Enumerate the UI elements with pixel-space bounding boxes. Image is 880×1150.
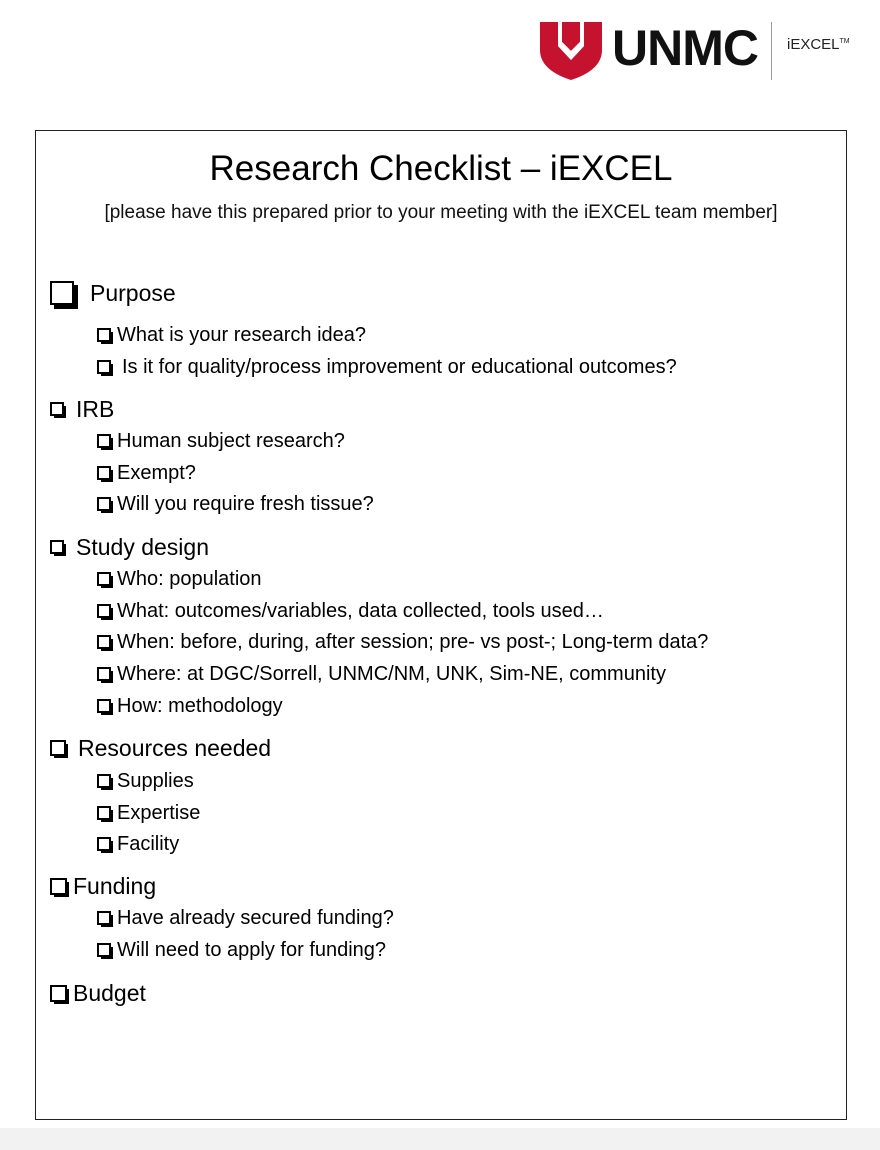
- checkbox-icon[interactable]: [97, 667, 111, 681]
- item-label: Where: at DGC/Sorrell, UNMC/NM, UNK, Sim-NE, community: [117, 663, 666, 685]
- section-label: Study design: [76, 534, 209, 560]
- checkbox-icon[interactable]: [97, 806, 111, 820]
- item-label: Human subject research?: [117, 430, 345, 452]
- checkbox-icon[interactable]: [97, 360, 111, 374]
- checkbox-icon[interactable]: [97, 837, 111, 851]
- checkbox-icon[interactable]: [97, 466, 111, 480]
- item-label: Exempt?: [117, 462, 196, 484]
- section-label: Purpose: [90, 280, 176, 306]
- item-label: How: methodology: [117, 695, 283, 717]
- item-label: What: outcomes/variables, data collected, tools used…: [117, 600, 604, 622]
- checklist-item[interactable]: [97, 461, 196, 485]
- item-label: Will you require fresh tissue?: [117, 493, 374, 515]
- section-irb[interactable]: [50, 395, 114, 423]
- section-label: Budget: [73, 980, 146, 1006]
- checkbox-icon[interactable]: [50, 402, 64, 416]
- checkbox-icon[interactable]: [50, 281, 74, 305]
- section-label: Resources needed: [78, 735, 272, 761]
- checklist-item[interactable]: [97, 906, 394, 930]
- checkbox-icon[interactable]: [50, 878, 67, 895]
- checklist-item[interactable]: [97, 938, 386, 962]
- item-label: What is your research idea?: [117, 324, 367, 346]
- checklist-item[interactable]: [97, 492, 374, 516]
- checkbox-icon[interactable]: [97, 911, 111, 925]
- unmc-wordmark: UNMC: [612, 20, 758, 76]
- page-subtitle: [please have this prepared prior to your meeting with the iEXCEL team member]: [104, 202, 778, 223]
- checkbox-icon[interactable]: [97, 774, 111, 788]
- checklist-item[interactable]: [97, 323, 366, 347]
- unmc-iexcel-logo: [540, 18, 860, 82]
- page-title: Research Checklist – iEXCEL: [209, 149, 673, 188]
- checklist-item[interactable]: [97, 429, 345, 453]
- trademark-mark: TM: [839, 38, 850, 45]
- item-label: Is it for quality/process improvement or educational outcomes?: [122, 356, 677, 378]
- checklist-item[interactable]: [97, 355, 677, 379]
- item-label: Who: population: [117, 568, 262, 590]
- checkbox-icon[interactable]: [97, 434, 111, 448]
- checkbox-icon[interactable]: [97, 943, 111, 957]
- item-label: Facility: [117, 833, 180, 855]
- section-budget[interactable]: [50, 979, 146, 1007]
- item-label: When: before, during, after session; pre- vs post-; Long-term data?: [117, 631, 709, 653]
- checklist-item[interactable]: [97, 662, 666, 686]
- section-resources-needed[interactable]: [50, 734, 271, 762]
- item-label: Expertise: [117, 802, 201, 824]
- section-label: IRB: [76, 396, 115, 422]
- checklist-item[interactable]: [97, 599, 604, 623]
- item-label: Will need to apply for funding?: [117, 939, 387, 961]
- section-label: Funding: [73, 873, 157, 899]
- checkbox-icon[interactable]: [97, 497, 111, 511]
- checklist-item[interactable]: [97, 769, 194, 793]
- checklist-item[interactable]: [97, 630, 708, 654]
- checkbox-icon[interactable]: [97, 328, 111, 342]
- checklist-item[interactable]: [97, 567, 262, 591]
- checkbox-icon[interactable]: [97, 699, 111, 713]
- section-funding[interactable]: [50, 872, 156, 900]
- checkbox-icon[interactable]: [97, 604, 111, 618]
- checklist-item[interactable]: [97, 801, 200, 825]
- checklist-box: [35, 130, 847, 1120]
- section-purpose[interactable]: [50, 279, 176, 307]
- item-label: Supplies: [117, 770, 194, 792]
- item-label: Have already secured funding?: [117, 907, 394, 929]
- checkbox-icon[interactable]: [97, 572, 111, 586]
- section-study-design[interactable]: [50, 533, 209, 561]
- checkbox-icon[interactable]: [50, 540, 64, 554]
- page-bottom-band: [0, 1128, 880, 1150]
- logo-divider: [771, 22, 772, 80]
- unmc-shield-icon: [540, 20, 602, 80]
- checkbox-icon[interactable]: [97, 635, 111, 649]
- iexcel-wordmark: iEXCEL™: [787, 36, 850, 53]
- checkbox-icon[interactable]: [50, 740, 66, 756]
- checkbox-icon[interactable]: [50, 985, 67, 1002]
- checklist-item[interactable]: [97, 694, 283, 718]
- checklist-item[interactable]: [97, 832, 179, 856]
